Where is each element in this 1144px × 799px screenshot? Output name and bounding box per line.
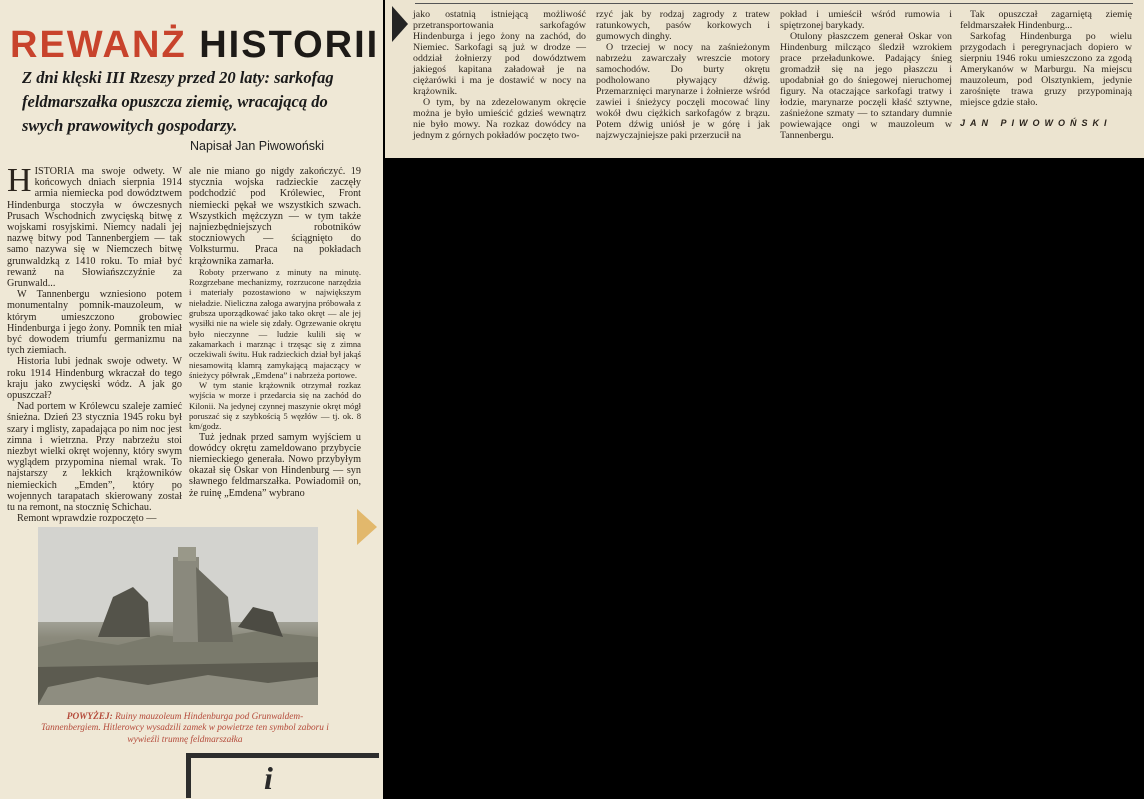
paragraph: Historia lubi jednak swoje odwety. W roku 1914 Hindenburg wkraczał do tego kraju jako zwycięski wódz. A jak go opuszczał? xyxy=(7,356,182,402)
paragraph: Otulony płaszczem generał Oskar von Hindenburg milcząco śledził wzrokiem prace przeładunkowe. Padający śnieg gromadził się na jego płaszczu i upodabniał go do śniegowej nieruchomej figury. Na otaczające sarkofagi tratwy i łodzie, marynarze poczęli kłaść sztywne, zaśnieżone szmaty — to sztandary dumnie powiewające ongi w mauzoleum w Tannenbergu. xyxy=(780,31,952,141)
article-byline: Napisał Jan Piwowoński xyxy=(190,139,325,153)
paragraph: Sarkofag Hindenburga po wielu przygodach i peregrynacjach dopiero w sierpniu 1946 roku umieszczono za zgodą Amerykanów w Marburgu. Na miejscu mauzoleum, pod Olsztynkiem, jedynie zarośnięte trawa gruzy przypominają miejsce gdzie stało. xyxy=(960,31,1132,108)
paragraph xyxy=(7,162,182,290)
paragraph: O tym, by na zdezelowanym okręcie można je było umieścić gdzieś wewnątrz nie było mowy. Na rozkaz dowódcy na jednym z górnych pokładów poczęto two- xyxy=(413,97,586,141)
caption-text: Ruiny mauzoleum Hindenburga pod Grunwaldem-Tannenbergiem. Hitlerowcy wysadzili zamek w powietrze ten symbol zaboru i wywieźli trumnę feldmarszałka xyxy=(41,712,329,745)
author-signature: JAN PIWOWOŃSKI xyxy=(960,118,1112,128)
paragraph: O trzeciej w nocy na zaśnieżonym nabrzeżu zawarczały wreszcie motory samochodów. Do burty okrętu podholowano pływający dźwig. Przemarznięci marynarze i żołnierze wśród zawiei i śnieżycy poczęli mocować liny wokół dwu ciężkich sarkofagów z brązu. Potem dźwig uniósł je w górę i jak najzwyczajniejsze paki przerzucił na xyxy=(596,42,770,141)
caption-label: POWYŻEJ: xyxy=(66,712,113,722)
paragraph: jako ostatnią istniejącą możliwość przetransportowania sarkofagów Hindenburga i jego żony na zachód, do Niemiec. Sarkofagi są już w drodze — oddział żołnierzy pod dowództwem jakiegoś kapitana załadował je na ciężarówki i ma je dostawić w nocy na krążownik. xyxy=(413,9,586,97)
page-corner-bracket xyxy=(186,753,379,798)
top-rule xyxy=(415,3,1133,4)
text-column-1 xyxy=(7,162,182,525)
paragraph: pokład i umieścił wśród rumowia i spiętrzonej barykady. xyxy=(780,9,952,31)
continuation-arrow-icon xyxy=(392,6,408,42)
page-letter: i xyxy=(264,760,273,796)
paragraph: W Tannenbergu wzniesiono potem monumentalny pomnik-mauzoleum, w którym umieszczono grobowiec Hindenburga i jego żony. Pomnik ten miał być dowodem triumfu germanizmu na tych ziemiach. xyxy=(7,289,182,357)
continuation-column-4 xyxy=(960,9,1132,129)
article-lead: Z dni klęski III Rzeszy przed 20 laty: sarkofag feldmarszałka opuszcza ziemię, wracającą do swych prawowitych gospodarzy. xyxy=(22,68,334,135)
text-column-2 xyxy=(189,166,361,499)
paragraph: Nad portem w Królewcu szaleje zamieć śnieżna. Dzień 23 stycznia 1945 roku był szary i mglisty, zapadająca po nim noc jest zimna i wietrzna. Przy nabrzeżu stoi niezbyt wielki okręt wojenny, który swym wyglądem przypomina niemal wrak. To najstarszy z lekkich krążowników niemieckich „Emden”, który po wojennych tarapatach skierowany został tu na remont, na stocznię Schichau. xyxy=(7,401,182,514)
photo-caption xyxy=(40,712,330,746)
title-word-1: REWANŻ xyxy=(10,24,187,66)
drop-cap: H xyxy=(7,162,32,199)
continuation-column-1 xyxy=(413,9,586,141)
paragraph-small: W tym stanie krążownik otrzymał rozkaz wyjścia w morze i przedarcia się na zachód do Kilonii. Na jedynej czynnej maszynie okręt mógł poruszać się z szybkością 5 węzłów — tj. ok. 8 km/godz. xyxy=(189,380,361,432)
title-word-2: HISTORII xyxy=(199,24,380,66)
article-title xyxy=(10,24,380,67)
ruins-photo xyxy=(38,527,318,705)
paragraph: Tuż jednak przed samym wyjściem u dowódcy okrętu zameldowano przybycie niemieckiego generała. Nowo przybyłym okazał się Oskar von Hindenburg — syn sławnego feldmarszałka. Powiadomił on, że ruinę „Emdena” wybrano xyxy=(189,431,361,499)
paragraph: Remont wprawdzie rozpoczęto — xyxy=(17,513,157,525)
paragraph-text: ISTORIA ma swoje odwety. W końcowych dniach sierpnia 1914 armia niemiecka pod dowództwem Hindenburga stoczyła w ówczesnych Prusach Wschodnich zwycięską bitwę z wojskami rosyjskimi. Niemcy nadali jej nazwę bitwy pod Tannenbergiem — tak samo nazywa się w Niemczech bitwę grunwaldzką z 1410 roku. To miał być rewanż na Słowiańszczyźnie za Grunwald... xyxy=(7,166,182,290)
ruins-photo-illustration xyxy=(38,527,318,705)
magazine-page-left xyxy=(0,0,383,799)
paragraph: Tak opuszczał zagarniętą ziemię feldmarszałek Hindenburg... xyxy=(960,9,1132,31)
paragraph-small: Roboty przerwano z minuty na minutę. Rozgrzebane mechanizmy, rozrzucone narzędzia i materiały pozostawiono w największym nieładzie. Nieliczna załoga awaryjna próbowała z grubsza uporządkować jako tako okręt — ale jej wysiłki nie na wiele się zdały. Ogrzewanie okrętu było nieczynne — ludzie kulili się w zakamarkach i marznąc i trzęsąc się z zimna oczekiwali świtu. Huk radzieckich dział był jakąś niesamowitą klamrą zamykającą majaczący w śnieżycy półwrak „Emdena” i nabrzeża portowe. xyxy=(189,266,361,380)
paragraph: ale nie miano go nigdy zakończyć. 19 stycznia wojska radzieckie zaczęły podchodzić pod Królewiec, Front niemiecki pękał we wszystkich szwach. Wszystkich mężczyzn — w tym także najniezbędniejszych robotników stoczniowych — ściągnięto do Volksturmu. Praca na pokładach krążownika zamarła. xyxy=(189,166,361,267)
continuation-column-3 xyxy=(780,9,952,141)
arrow-right-icon xyxy=(357,509,377,545)
continuation-column-2 xyxy=(596,9,770,141)
paragraph: rzyć jak by rodzaj zagrody z tratew ratunkowych, pasów korkowych i gumowych dinghy. xyxy=(596,9,770,42)
